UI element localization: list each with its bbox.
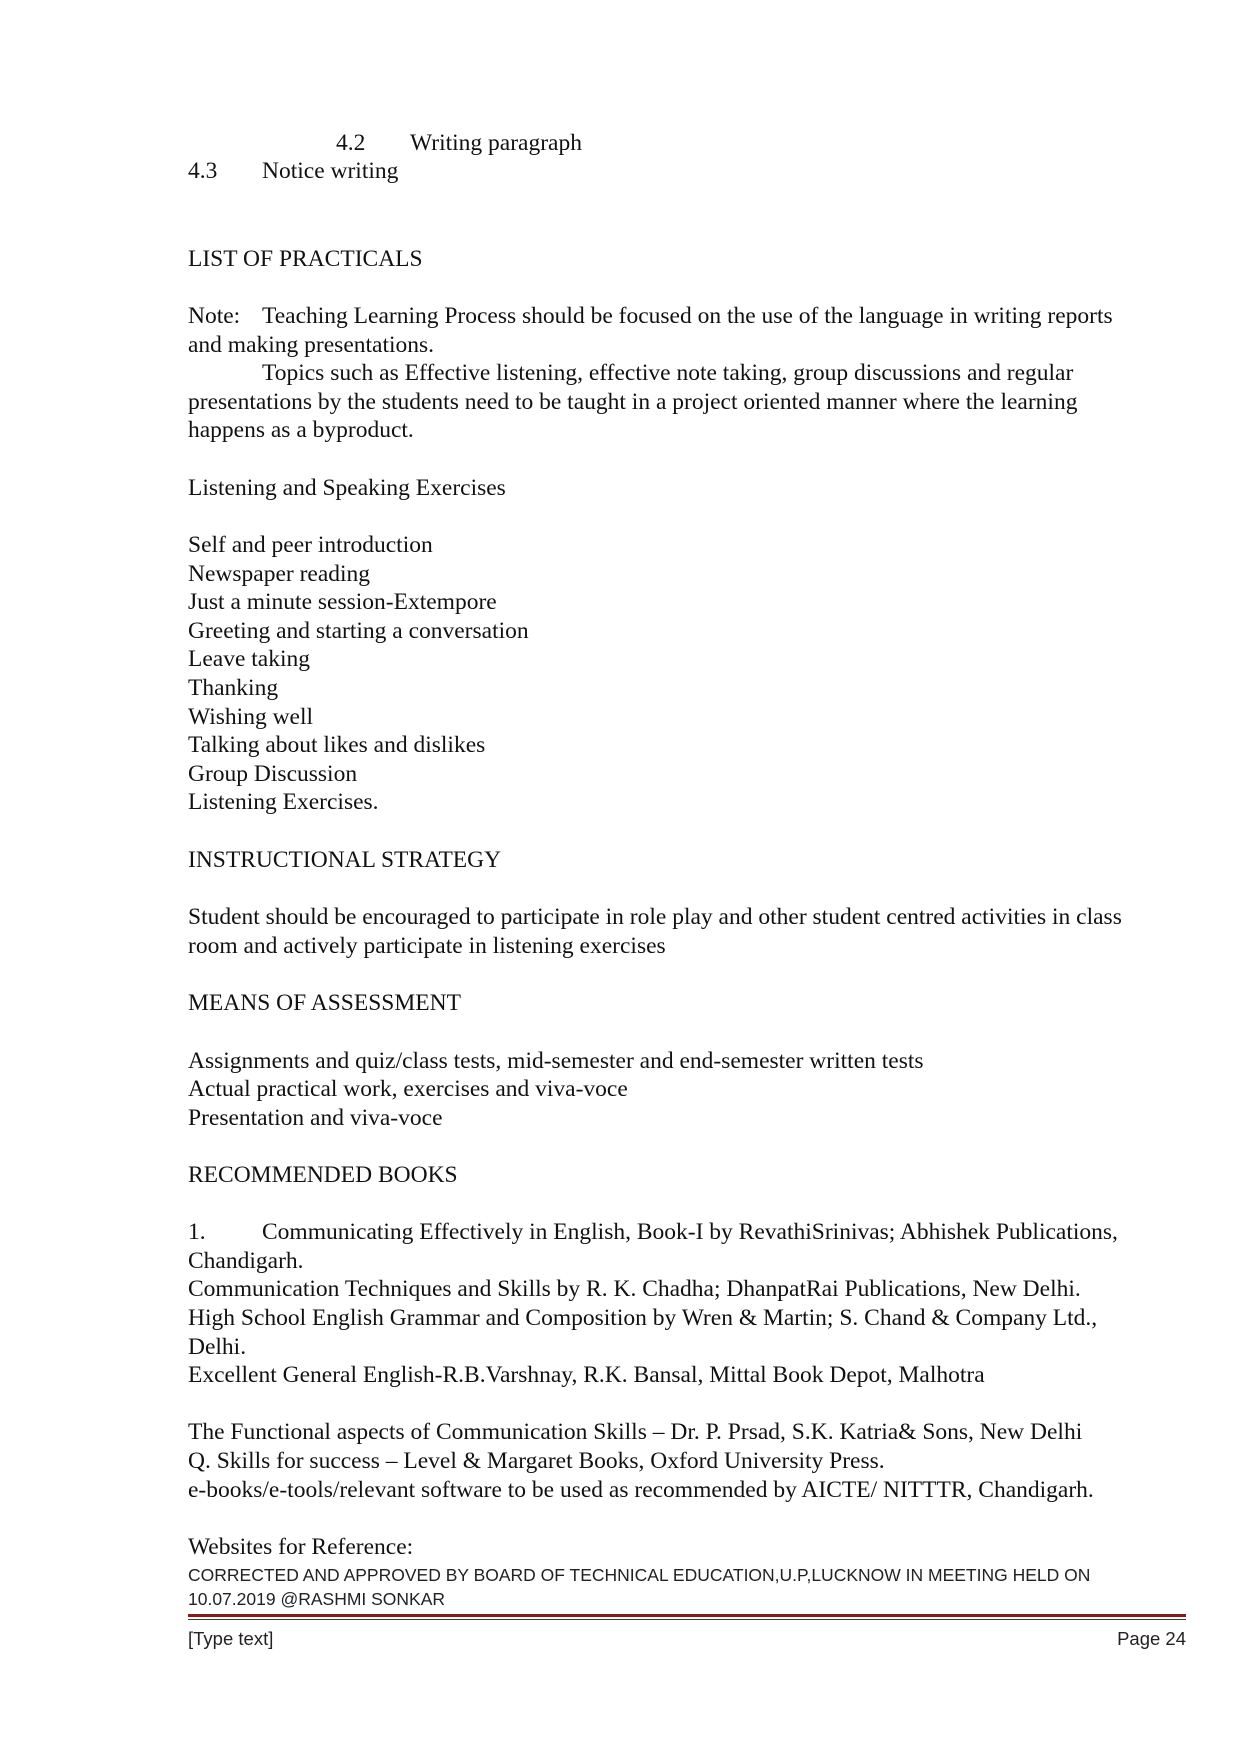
strategy-line-2: room and actively participate in listening exercises	[188, 933, 666, 959]
footer-placeholder-text: [Type text]	[188, 1628, 274, 1649]
footer-rule-thin	[188, 1619, 1186, 1620]
topics-line-3: happens as a byproduct.	[188, 417, 414, 443]
exercise-item: Listening Exercises.	[188, 789, 379, 815]
note-line-2: and making presentations.	[188, 332, 435, 358]
subsection-number: 4.2	[336, 130, 366, 156]
book-item: The Functional aspects of Communication Skills – Dr. P. Prsad, S.K. Katria& Sons, New Delhi	[188, 1419, 1083, 1445]
book-item: e-books/e-tools/relevant software to be used as recommended by AICTE/ NITTTR, Chandigarh.	[188, 1477, 1094, 1503]
exercise-item: Wishing well	[188, 704, 314, 730]
page-number: Page 24	[1117, 1628, 1186, 1649]
exercise-item: Newspaper reading	[188, 561, 371, 587]
book-item-cont: Delhi.	[188, 1334, 247, 1360]
assessment-item: Assignments and quiz/class tests, mid-semester and end-semester written tests	[188, 1048, 924, 1074]
exercise-item: Just a minute session-Extempore	[188, 589, 497, 615]
exercise-item: Self and peer introduction	[188, 532, 433, 558]
book-item: Communication Techniques and Skills by R. K. Chadha; DhanpatRai Publications, New Delhi.	[188, 1276, 1081, 1302]
book-number: 1.	[188, 1219, 206, 1245]
footer-rule-thick	[188, 1614, 1186, 1617]
note-label: Note:	[188, 303, 241, 329]
approval-note-line-2: 10.07.2019 @RASHMI SONKAR	[188, 1589, 446, 1609]
exercise-item: Leave taking	[188, 646, 311, 672]
exercise-item: Group Discussion	[188, 761, 358, 787]
topics-line-2: presentations by the students need to be taught in a project oriented manner where the learning	[188, 389, 1078, 415]
note-text: Teaching Learning Process should be focused on the use of the language in writing reports	[262, 303, 1113, 329]
subsection-4-3	[188, 157, 398, 186]
book-item: Q. Skills for success – Level & Margaret Books, Oxford University Press.	[188, 1448, 885, 1474]
strategy-line-1: Student should be encouraged to participate in role play and other student centred activities in class	[188, 904, 1122, 930]
exercise-item: Thanking	[188, 675, 279, 701]
exercise-item: Talking about likes and dislikes	[188, 732, 486, 758]
exercises-heading: Listening and Speaking Exercises	[188, 475, 506, 501]
books-heading: RECOMMENDED BOOKS	[188, 1162, 458, 1188]
exercise-item: Greeting and starting a conversation	[188, 618, 529, 644]
subsection-title: Notice writing	[262, 158, 399, 184]
websites-heading: Websites for Reference:	[188, 1534, 414, 1560]
assessment-item: Presentation and viva-voce	[188, 1105, 443, 1131]
practicals-heading: LIST OF PRACTICALS	[188, 246, 423, 272]
book-text: Communicating Effectively in English, Book-I by RevathiSrinivas; Abhishek Publications,	[262, 1219, 1118, 1245]
subsection-4-2	[336, 129, 582, 158]
book-item-1-cont: Chandigarh.	[188, 1248, 304, 1274]
strategy-heading: INSTRUCTIONAL STRATEGY	[188, 847, 502, 873]
subsection-number: 4.3	[188, 158, 218, 184]
book-item: Excellent General English-R.B.Varshnay, R.K. Bansal, Mittal Book Depot, Malhotra	[188, 1362, 985, 1388]
assessment-heading: MEANS OF ASSESSMENT	[188, 990, 461, 1016]
approval-note-line-1: CORRECTED AND APPROVED BY BOARD OF TECHNICAL EDUCATION,U.P,LUCKNOW IN MEETING HELD ON	[188, 1565, 1091, 1585]
topics-line-1: Topics such as Effective listening, effective note taking, group discussions and regular	[262, 360, 1074, 386]
subsection-title: Writing paragraph	[410, 130, 582, 156]
assessment-item: Actual practical work, exercises and viva-voce	[188, 1076, 628, 1102]
book-item: High School English Grammar and Composition by Wren & Martin; S. Chand & Company Ltd.,	[188, 1305, 1098, 1331]
book-item-1	[188, 1218, 1118, 1247]
note-line-1	[188, 302, 1113, 331]
